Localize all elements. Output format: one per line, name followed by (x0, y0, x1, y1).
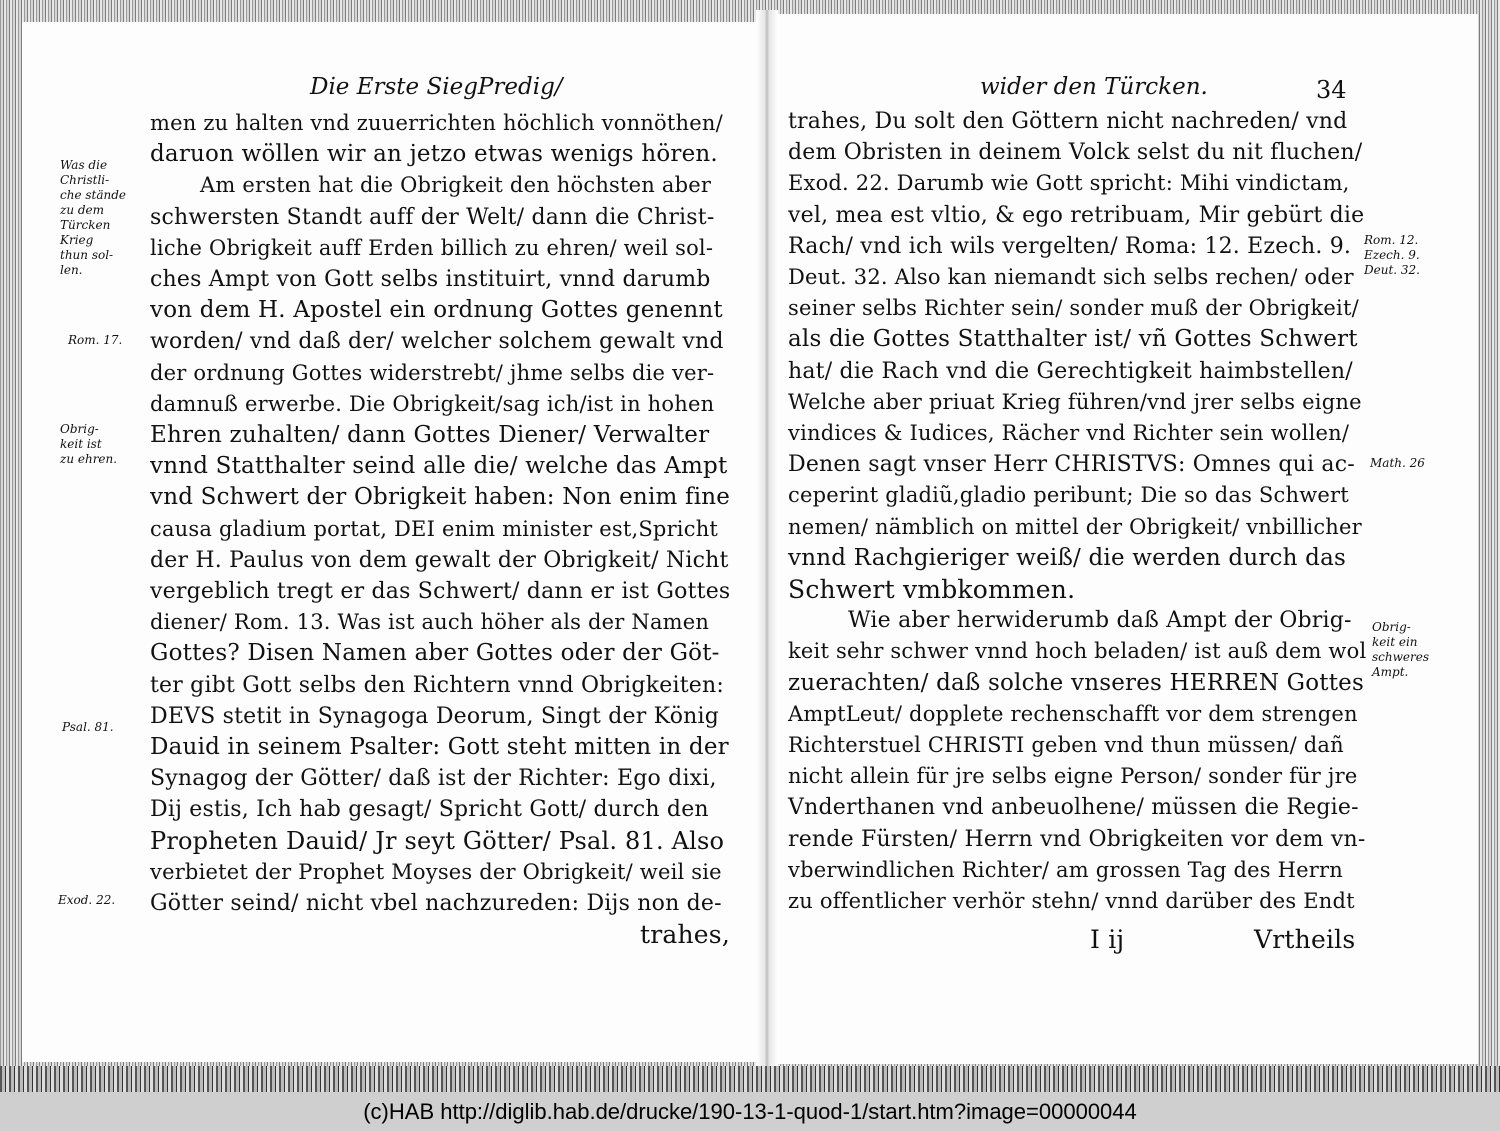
right-text-line: vindices & Iudices, Rächer vnd Richter sein wollen/ (788, 421, 1350, 445)
right-text-line: ceperint gladiũ,gladio peribunt; Die so das Schwert (788, 483, 1349, 508)
right-text-line: trahes, Du solt den Göttern nicht nachreden/ vnd (788, 109, 1348, 134)
right-text-line: vel, mea est vltio, & ego retribuam, Mir gebürt die (788, 202, 1365, 228)
right-text-line: Schwert vmbkommen. (788, 575, 1076, 604)
book-gutter (756, 10, 778, 1070)
left-text-line: der ordnung Gottes widerstrebt/ jhme selbs die ver- (150, 360, 715, 385)
right-text-line: Denen sagt vnser Herr CHRISTVS: Omnes qui ac- (788, 452, 1355, 478)
left-text-line: schwersten Standt auff der Welt/ dann die Christ- (150, 204, 715, 230)
left-text-line: daruon wöllen wir an jetzo etwas wenigs hören. (150, 141, 718, 168)
left-text-line: verbietet der Prophet Moyses der Obrigkeit/ weil sie (150, 859, 722, 884)
right-text-line: AmptLeut/ dopplete rechenschafft vor dem strengen (788, 701, 1358, 726)
left-text-line: von dem H. Apostel ein ordnung Gottes genennt (150, 297, 723, 324)
right-text-line: vnnd Rachgieriger weiß/ die werden durch das (788, 544, 1346, 571)
left-text-line: DEVS stetit in Synagoga Deorum, Singt der König (150, 703, 720, 729)
left-text-line: liche Obrigkeit auff Erden billich zu ehren/ weil sol- (150, 235, 714, 260)
left-text-line: Ehren zuhalten/ dann Gottes Diener/ Verwalter (150, 422, 710, 448)
left-margin-note: Was die Christli- che stände zu dem Türcken Krieg thun sol- len. (60, 158, 127, 277)
scan-bottom-edge (0, 1066, 1500, 1092)
right-text-line: dem Obristen in deinem Volck selst du nit fluchen/ (788, 140, 1363, 166)
right-text-line: nemen/ nämblich on mittel der Obrigkeit/ vnbillicher (788, 514, 1362, 539)
left-margin-note: Obrig- keit ist zu ehren. (60, 422, 118, 466)
left-text-line: damnuß erwerbe. Die Obrigkeit/sag ich/ist in hohen (150, 391, 715, 416)
left-text-line: men zu halten vnd zuuerrichten höchlich vonnöthen/ (150, 111, 723, 135)
right-text-line: Exod. 22. Darumb wie Gott spricht: Mihi vindictam, (788, 171, 1350, 196)
left-text-line: ter gibt Gott selbs den Richtern vnnd Obrigkeiten: (150, 672, 724, 698)
left-text-line: causa gladium portat, DEI enim minister est,Spricht (150, 516, 719, 541)
right-text-line: Deut. 32. Also kan niemandt sich selbs rechen/ oder (788, 265, 1354, 289)
right-text-line: zuerachten/ daß solche vnseres HERREN Gottes (788, 669, 1364, 696)
right-text-line: seiner selbs Richter sein/ sonder muß der Obrigkeit/ (788, 296, 1359, 321)
left-text-line: Synagog der Götter/ daß ist der Richter: Ego dixi, (150, 766, 717, 792)
right-text-line: Richterstuel CHRISTI geben vnd thun müssen/ dañ (788, 733, 1344, 757)
page-number: 34 (1316, 76, 1347, 104)
right-running-head: wider den Türcken. (980, 74, 1208, 100)
right-margin-note: Math. 26 (1370, 456, 1425, 470)
left-text-line: Propheten Dauid/ Jr seyt Götter/ Psal. 81. Also (150, 826, 725, 855)
right-text-line: keit sehr schwer vnnd hoch beladen/ ist auß dem wol (788, 639, 1367, 664)
left-text-line: worden/ vnd daß der/ welcher solchem gewalt vnd (150, 329, 724, 355)
left-text-line: vnd Schwert der Obrigkeit haben: Non enim fine (150, 484, 731, 511)
left-text-line: vergeblich tregt er das Schwert/ dann er ist Gottes (150, 579, 731, 604)
right-text-line: rende Fürsten/ Herrn vnd Obrigkeiten vor dem vn- (788, 826, 1366, 852)
right-text-line: Welche aber priuat Krieg führen/vnd jrer selbs eigne (788, 389, 1362, 414)
right-margin-note: Rom. 12. Ezech. 9. Deut. 32. (1364, 233, 1420, 277)
right-margin-note: Obrig- keit ein schweres Ampt. (1372, 620, 1429, 679)
right-text-line: Wie aber herwiderumb daß Ampt der Obrig- (848, 608, 1352, 634)
right-text-line: Vnderthanen vnd anbeuolhene/ müssen die Regie- (788, 795, 1359, 821)
right-text-line: Rach/ vnd ich wils vergelten/ Roma: 12. Ezech. 9. (788, 233, 1352, 259)
left-text-line: Götter seind/ nicht vbel nachzureden: Dijs non de- (150, 891, 722, 916)
signature-mark: I ij (1090, 925, 1125, 954)
right-text-line: hat/ die Rach vnd die Gerechtigkeit haimbstellen/ (788, 358, 1353, 384)
archive-credit-bar (0, 1092, 1500, 1131)
right-text-line: als die Gottes Statthalter ist/ vñ Gottes Schwert (788, 326, 1358, 353)
left-text-line: trahes, (640, 920, 730, 950)
right-text-line: nicht allein für jre selbs eigne Person/ sonder für jre (788, 764, 1358, 789)
left-text-line: Am ersten hat die Obrigkeit den höchsten aber (200, 173, 712, 198)
archive-credit: (c)HAB http://diglib.hab.de/drucke/190-13-1-quod-1/start.htm?image=00000044 (363, 1098, 1137, 1124)
left-text-line: ches Ampt von Gott selbs instituirt, vnnd darumb (150, 267, 711, 292)
left-text-line: der H. Paulus von dem gewalt der Obrigkeit/ Nicht (150, 547, 729, 573)
left-margin-note: Psal. 81. (62, 720, 114, 734)
catchword: Vrtheils (1254, 925, 1356, 954)
left-margin-note: Exod. 22. (58, 893, 116, 907)
left-text-line: Dij estis, Ich hab gesagt/ Spricht Gott/ durch den (150, 797, 709, 823)
left-margin-note: Rom. 17. (68, 333, 123, 347)
left-text-line: Gottes? Disen Namen aber Gottes oder der Göt- (150, 640, 720, 667)
left-text-line: diener/ Rom. 13. Was ist auch höher als der Namen (150, 610, 710, 635)
left-text-line: vnnd Statthalter seind alle die/ welche das Ampt (150, 453, 728, 480)
left-running-head: Die Erste SiegPredig/ (310, 74, 563, 100)
right-text-line: zu offentlicher verhör stehn/ vnnd darüber des Endt (788, 889, 1355, 913)
left-text-line: Dauid in seinem Psalter: Gott steht mitten in der (150, 734, 729, 760)
right-text-line: vberwindlichen Richter/ am grossen Tag des Herrn (788, 857, 1343, 882)
